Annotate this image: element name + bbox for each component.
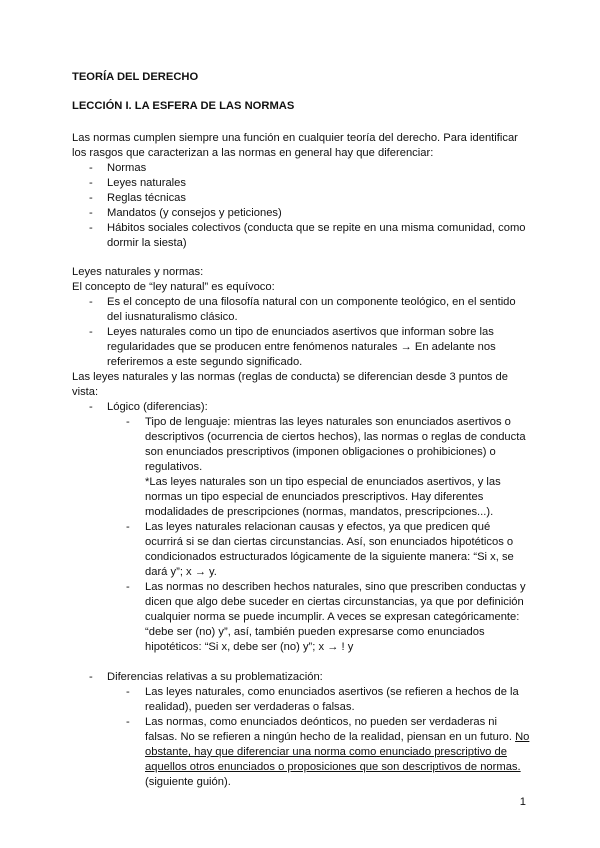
bullet-dash: - (89, 326, 93, 338)
list-item-cont: (siguiente guión). (145, 776, 231, 788)
subsection-heading: Diferencias relativas a su problematización: (107, 671, 323, 683)
list-item: Las normas, como enunciados deónticos, no pueden ser verdaderas ni (145, 716, 498, 728)
bullet-dash: - (89, 207, 93, 219)
list-item-cont: referiremos a este segundo significado. (107, 356, 303, 368)
list-item-cont: dormir la siesta) (107, 237, 187, 249)
list-item-cont: ocurrirá si se dan ciertas circunstancias. Así, son enunciados hipotéticos o (145, 536, 514, 548)
list-item: Leyes naturales (107, 177, 186, 189)
list-item: Hábitos sociales colectivos (conducta que se repite en una misma comunidad, como (107, 222, 526, 234)
bullet-dash: - (126, 416, 130, 428)
list-item: Mandatos (y consejos y peticiones) (107, 207, 282, 219)
section-heading: Leyes naturales y normas: (72, 266, 204, 278)
bullet-dash: - (126, 716, 130, 728)
bullet-dash: - (89, 162, 93, 174)
bullet-dash: - (89, 401, 93, 413)
bullet-dash: - (89, 671, 93, 683)
list-item: Las normas no describen hechos naturales, sino que prescriben conductas y (145, 581, 526, 593)
text-span: falsas. No se refieren a ningún hecho de la realidad, piensan en un futuro. (145, 731, 512, 743)
list-item-cont: dicen que algo debe suceder en ciertas circunstancias, ya que por definición (145, 596, 524, 608)
paragraph: vista: (72, 386, 99, 398)
underlined-text: aquellos otros enunciados o proposiciones que son descriptivos de normas. (145, 761, 521, 773)
paragraph: El concepto de “ley natural” es equívoco: (72, 281, 275, 293)
underlined-text: obstante, hay que diferenciar una norma como enunciado prescriptivo de (145, 746, 507, 758)
bullet-dash: - (89, 192, 93, 204)
lesson-heading: LECCIÓN I. LA ESFERA DE LAS NORMAS (72, 100, 295, 112)
intro-line-2: los rasgos que caracterizan a las normas en general hay que diferenciar: (72, 147, 434, 159)
list-item-cont: dará y”; x → y. (145, 566, 217, 578)
page-number: 1 (519, 796, 526, 808)
bullet-dash: - (89, 222, 93, 234)
list-item-cont: del iusnaturalismo clásico. (107, 311, 238, 323)
list-item-cont: cualquier norma se puede incumplir. A veces se expresan categóricamente: (145, 611, 520, 623)
underlined-text: No (515, 731, 530, 743)
list-item-cont: regularidades que se producen entre fenómenos naturales → En adelante nos (107, 341, 496, 353)
bullet-dash: - (89, 296, 93, 308)
list-item-cont: *Las leyes naturales son un tipo especial de enunciados asertivos, y las (145, 476, 501, 488)
list-item: Las leyes naturales relacionan causas y efectos, ya que predicen qué (145, 521, 491, 533)
list-item-cont: normas un tipo especial de enunciados prescriptivos. Hay diferentes (145, 491, 484, 503)
list-item-cont (145, 730, 529, 745)
list-item-cont: descriptivos (ocurrencia de ciertos hechos), las normas o reglas de conducta (145, 431, 526, 443)
list-item-cont: hipotéticos: “Si x, debe ser (no) y”; x → ! y (145, 641, 354, 653)
list-item-cont: condicionados estructurados lógicamente de la siguiente manera: “Si x, se (145, 551, 514, 563)
list-item-cont: modalidades de prescripciones (normas, mandatos, prescripciones...). (145, 506, 494, 518)
list-item-cont: regulativos. (145, 461, 203, 473)
document-title: TEORÍA DEL DERECHO (72, 71, 199, 83)
list-item-cont: realidad), pueden ser verdaderas o falsas. (145, 701, 355, 713)
intro-line-1: Las normas cumplen siempre una función en cualquier teoría del derecho. Para identificar (72, 132, 518, 144)
list-item: Normas (107, 162, 147, 174)
subsection-heading: Lógico (diferencias): (107, 401, 208, 413)
list-item: Tipo de lenguaje: mientras las leyes naturales son enunciados asertivos o (145, 416, 511, 428)
bullet-dash: - (126, 581, 130, 593)
bullet-dash: - (126, 686, 130, 698)
list-item-cont: “debe ser (no) y”, así, también pueden expresarse como enunciados (145, 626, 485, 638)
paragraph: Las leyes naturales y las normas (reglas de conducta) se diferencian desde 3 puntos de (72, 371, 508, 383)
bullet-dash: - (126, 521, 130, 533)
list-item: Es el concepto de una filosofía natural con un componente teológico, en el sentido (107, 296, 516, 308)
list-item: Las leyes naturales, como enunciados asertivos (se refieren a hechos de la (145, 686, 519, 698)
bullet-dash: - (89, 177, 93, 189)
list-item: Leyes naturales como un tipo de enunciados asertivos que informan sobre las (107, 326, 494, 338)
list-item-cont: son enunciados prescriptivos (imponen obligaciones o prohibiciones) o (145, 446, 496, 458)
list-item: Reglas técnicas (107, 192, 186, 204)
